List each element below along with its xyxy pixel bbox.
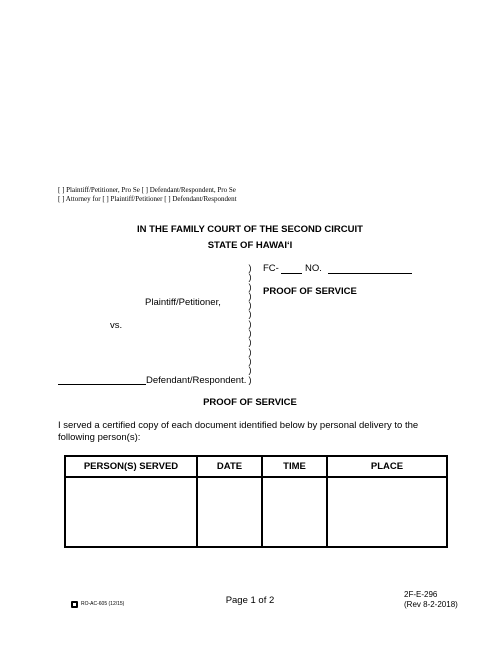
column-header-person-served: PERSON(S) SERVED [65, 456, 197, 477]
section-heading: PROOF OF SERVICE [203, 397, 297, 408]
service-table [64, 455, 448, 548]
caption-parentheses: ) ) ) ) ) ) ) ) ) ) ) ) ) [248, 263, 252, 385]
form-revision: (Rev 8-2-2018) [404, 600, 458, 609]
case-number-blank[interactable] [328, 273, 412, 274]
date-cell[interactable] [197, 477, 262, 547]
time-cell[interactable] [262, 477, 327, 547]
case-prefix: FC- [263, 263, 279, 274]
court-title: IN THE FAMILY COURT OF THE SECOND CIRCUIT [137, 224, 363, 235]
defendant-label: Defendant/Respondent. [146, 375, 247, 386]
case-no-label: NO. [305, 263, 322, 274]
defendant-name-blank[interactable] [58, 384, 146, 385]
court-state: STATE OF HAWAI‘I [207, 240, 293, 251]
table-row [65, 477, 447, 547]
column-header-time: TIME [262, 456, 327, 477]
case-prefix-blank[interactable] [281, 273, 302, 274]
column-header-date: DATE [197, 456, 262, 477]
party-designation-line-2: [ ] Attorney for [ ] Plaintiff/Petitioner [ ] Defendant/Respondent [58, 195, 237, 203]
place-cell[interactable] [327, 477, 447, 547]
caption-document-title: PROOF OF SERVICE [263, 286, 357, 297]
plaintiff-label: Plaintiff/Petitioner, [145, 297, 221, 308]
form-id: 2F-E-296 [404, 590, 438, 599]
service-statement-line-1: I served a certified copy of each document identified below by personal delivery to the [58, 420, 419, 431]
service-statement-line-2: following person(s): [58, 432, 141, 443]
column-header-place: PLACE [327, 456, 447, 477]
person-served-cell[interactable] [65, 477, 197, 547]
table-header-row [65, 456, 447, 477]
page-number: Page 1 of 2 [225, 595, 275, 606]
form-code: RO-AC-605 (12/15) [81, 601, 125, 607]
party-designation-line-1: [ ] Plaintiff/Petitioner, Pro Se [ ] Defendant/Respondent, Pro Se [58, 186, 236, 194]
versus-label: vs. [110, 320, 123, 331]
